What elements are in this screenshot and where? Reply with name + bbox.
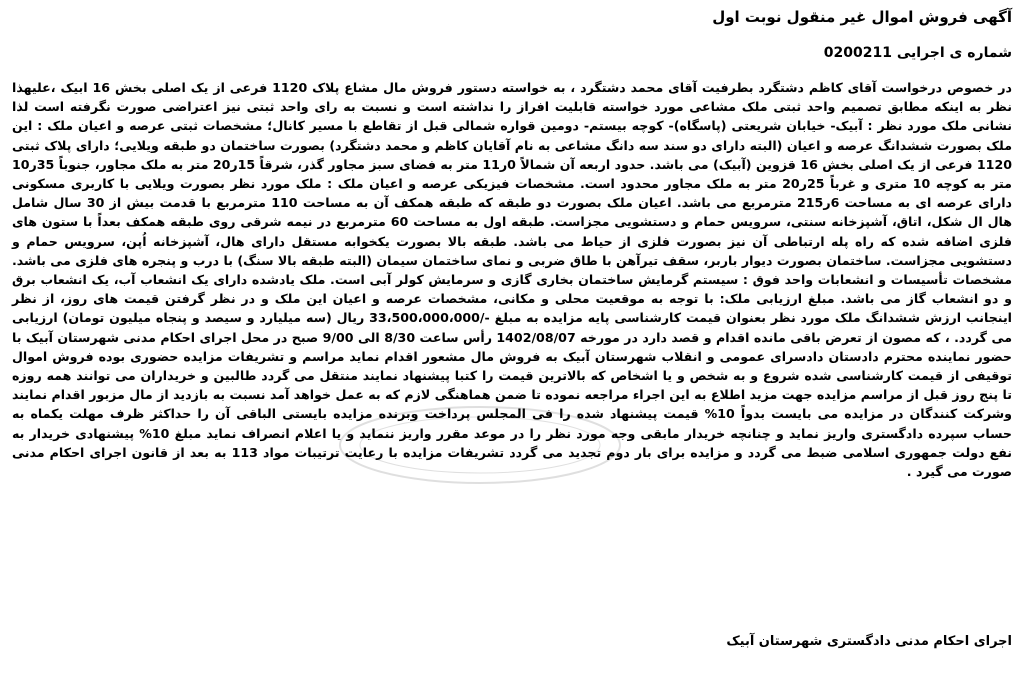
issuer-signature-line: اجرای احکام مدنی دادگستری شهرستان آبیک: [726, 634, 1012, 649]
notice-title: آگهی فروش اموال غیر منقول نوبت اول: [712, 8, 1012, 26]
notice-body: در خصوص درخواست آقای کاظم دشتگرد بطرفیت آقای محمد دشتگرد ، به خواسته دستور فروش مال مشاع پلاک 1120 فرعی از یک اصلی بخش 16 ابیک ،علیهذا نظر به اینکه مطابق تصمیم واحد ثبتی ملک مشاعی مورد خواسته قابلیت افراز را نداشته است و نسبت به رای واحد ثبتی نیز اعتراضی صورت نگرفته است لذا نشانی ملک مورد نظر : آبیک- خیابان شریعتی (پاسگاه)- کوچه بیستم- دومین قواره شمالی قبل از تقاطع با مسیر کانال؛ مشخصات ثبتی عرصه و اعیان ملک : این ملک بصورت ششدانگ عرصه و اعیان (البته دارای دو سند سه دانگ مشاعی به نام آقایان کاظم و محمد دشتگرد) بصورت ساختمان دو طبقه ویلایی؛ دارای پلاک ثبتی 1120 فرعی از یک اصلی بخش 16 قزوین (آبیک) می باشد. حدود اربعه آن شمالاً 0ر11 متر به فضای سبز مجاور گذر، شرقاً 15ر20 متر به ملک مجاور، جنوباً 35ر10 متر به کوچه 10 متری و غرباً 25ر20 متر به ملک مجاور محدود است. مشخصات فیزیکی عرصه و اعیان ملک : ملک مورد نظر بصورت ویلایی با کاربری مسکونی دارای عرصه ای به مساحت 6ر215 مترمربع می باشد. اعیان ملک بصورت دو طبقه که طبقه همکف آن به مساحت 110 مترمربع با قدمت بیش از 30 سال شامل هال ال شکل، اتاق، آشپزخانه سنتی، سرویس حمام و دستشویی مجزاست. طبقه اول به مساحت 60 مترمربع در نیمه شرقی روی طبقه همکف بعداً با ستون های فلزی اضافه شده که راه پله ارتباطی آن نیز بصورت فلزی از حیاط می باشد. طبقه بالا بصورت یکخوابه مستقل دارای هال، آشپزخانه اُپن، سرویس حمام و دستشویی مجزاست. ساختمان بصورت دیوار باربر، سقف تیرآهن با طاق ضربی و نمای ساختمان سیمان (البته طبقه بالا سنگ) با درب و پنجره های فلزی می باشد. مشخصات تأسیسات و انشعابات واحد فوق : سیستم گرمایش ساختمان بخاری گازی و سرمایش کولر آبی است. ملک یادشده دارای یک انشعاب آب، یک انشعاب برق و دو انشعاب گاز می باشد. مبلغ ارزیابی ملک: با توجه به موقعیت محلی و مکانی، مشخصات عرصه و اعیان این ملک و در نظر گرفتن قیمت های روز، از نظر اینجانب ارزش ششدانگ ملک مورد نظر بعنوان قیمت کارشناسی پایه مزایده به مبلغ -/33،500،000،000 ریال (سه میلیارد و سیصد و پنجاه میلیون تومان) ارزیابی می گردد. ، که مصون از تعرض باقی مانده اقدام و قصد دارد در مورخه 1402/08/07 رأس ساعت 8/30 الی 9/00 صبح در محل اجرای احکام مدنی شهرستان آبیک با حضور نماینده محترم دادستان دادسرای عمومی و انقلاب شهرستان آبیک به فروش مال مشعور اقدام نماید مراسم و تشریفات مزایده حضوری بوده فروش اموال توقیفی از قیمت کارشناسی شده شروع و به شخص و یا اشخاص که بالاترین قیمت را کتبا پیشنهاد نمایند منتقل می گردد طالبین و خریداران می توانند همه روزه تا پنج روز قبل از مراسم مزایده جهت مزید اطلاع به این اجراء مراجعه نموده تا ضمن هماهنگی لازم که به عمل خواهد آمد نسبت به بازدید از مال مزبور اقدام نمایند وشرکت کنندگان در مزایده می بایست بدواً 10% قیمت پیشنهاد شده را فی المجلس پرداخت وبرنده مزایده بایستی الباقی آن را حداکثر ظرف مهلت یکماه به حساب سپرده دادگستری واریز نماید و چنانچه خریدار مابقی وجه مورد نظر را در موعد مقرر واریز ننماید و یا اعلام انصراف نماید مبلغ 10% پیشنهادی خریدار به نفع دولت جمهوری اسلامی ضبط می گردد و مزایده برای بار دوم تجدید می گردد تشریفات مزایده با رعایت ترتیبات مواد 113 به بعد از قانون اجرای احکام مدنی صورت می گیرد .: [12, 80, 1013, 480]
execution-number: شماره ی اجرایی 0200211: [823, 45, 1012, 61]
